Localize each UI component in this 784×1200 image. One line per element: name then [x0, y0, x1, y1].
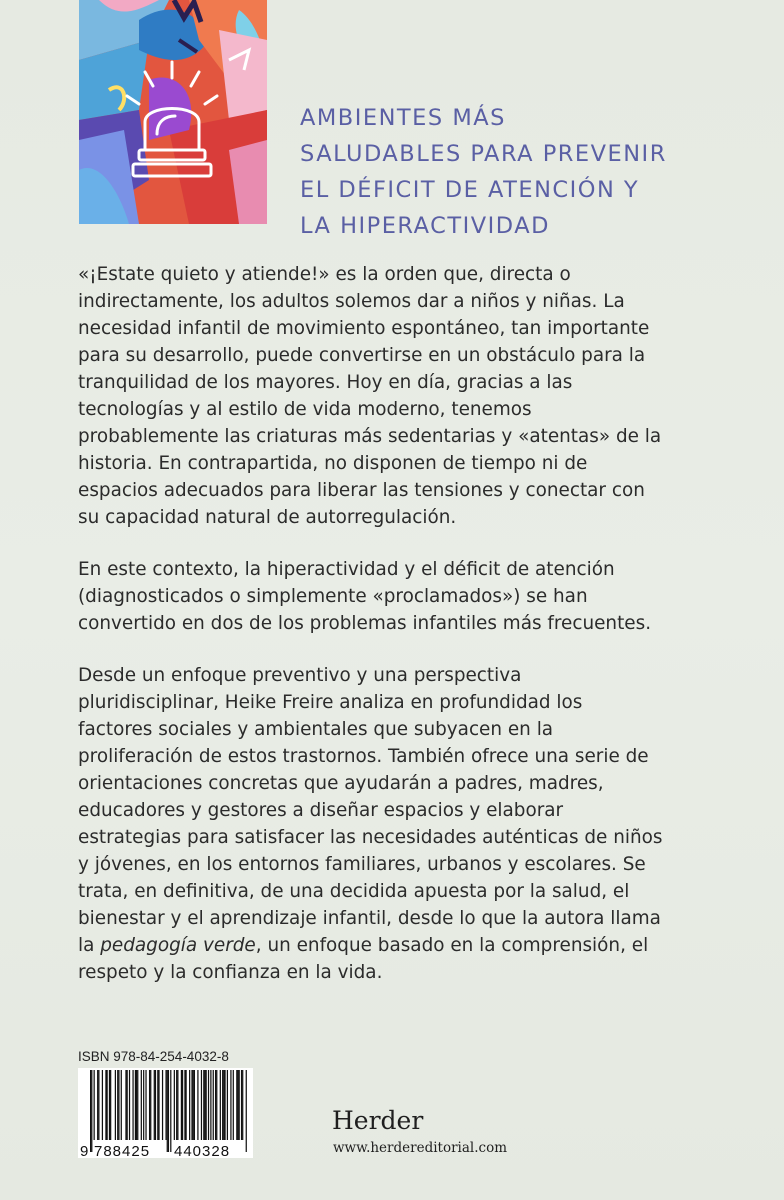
text-line: indirectamente, los adultos solemos dar a niños y niñas. La: [78, 291, 625, 312]
barcode-bar: [168, 1070, 169, 1152]
barcode-bar: [149, 1070, 150, 1140]
barcode-bar: [94, 1070, 95, 1140]
barcode-bar: [191, 1070, 192, 1140]
barcode-bar: [115, 1070, 116, 1140]
text-line: tecnologías y al estilo de vida moderno, tenemos: [78, 399, 532, 420]
barcode-bar: [208, 1070, 209, 1140]
barcode-bar: [223, 1070, 224, 1140]
text-line: trata, en definitiva, de una decidida apuesta por la salud, el: [78, 881, 630, 902]
barcode-bar: [216, 1070, 217, 1140]
barcode-bar: [135, 1070, 136, 1140]
barcode-bar: [155, 1070, 156, 1140]
barcode-bar: [204, 1070, 205, 1140]
barcode-bar: [136, 1070, 137, 1140]
blurb-paragraph-1: [78, 261, 758, 531]
barcode-bar: [215, 1070, 216, 1140]
barcode-bar: [176, 1070, 177, 1140]
barcode-bar: [170, 1070, 171, 1152]
barcode-bar: [174, 1070, 175, 1140]
barcode-bar: [154, 1070, 155, 1140]
barcode-bar: [201, 1070, 202, 1140]
cover-artwork: [79, 0, 267, 224]
barcode-bar: [184, 1070, 185, 1140]
text-line: En este contexto, la hiperactividad y el déficit de atención: [78, 559, 615, 580]
barcode-bar: [98, 1070, 99, 1140]
text-line: educadores y gestores a diseñar espacios y elaborar: [78, 800, 564, 821]
barcode-bar: [157, 1070, 158, 1140]
text-line: «¡Estate quieto y atiende!» es la orden que, directa o: [78, 264, 571, 285]
barcode-bar: [222, 1070, 223, 1140]
barcode-bar: [213, 1070, 214, 1140]
barcode-bar: [158, 1070, 159, 1140]
barcode-bar: [239, 1070, 240, 1140]
barcode-bar: [102, 1070, 103, 1140]
barcode-bar: [186, 1070, 187, 1140]
blurb: [78, 261, 758, 1011]
isbn-barcode: [78, 1068, 253, 1158]
text-line: necesidad infantil de movimiento espontáneo, tan importante: [78, 318, 650, 339]
barcode-bar: [90, 1070, 91, 1152]
barcode-bar: [182, 1070, 183, 1140]
barcode-bar: [236, 1070, 237, 1140]
barcode-bar: [121, 1070, 122, 1140]
barcode-bar: [125, 1070, 126, 1140]
isbn-label: ISBN 978-84-254-4032-8: [78, 1049, 229, 1064]
barcode-bar: [132, 1070, 133, 1140]
tagline: [300, 100, 760, 244]
text-line: proliferación de estos trastornos. También ofrece una serie de: [78, 746, 649, 767]
text-line: pluridisciplinar, Heike Freire analiza en profundidad los: [78, 692, 583, 713]
text-fragment: , un enfoque basado en la comprensión, el: [255, 935, 649, 956]
blurb-paragraph-2: [78, 556, 758, 637]
barcode-bar: [118, 1070, 119, 1140]
text-line: tranquilidad de los mayores. Hoy en día, gracias a las: [78, 372, 573, 393]
barcode-bar: [194, 1070, 195, 1140]
barcode-bar: [97, 1070, 98, 1140]
barcode-bar: [177, 1070, 178, 1140]
barcode-bar: [165, 1070, 166, 1140]
barcode-bar: [230, 1070, 231, 1140]
barcode-bar: [210, 1070, 211, 1140]
publisher-url[interactable]: www.herdereditorial.com: [333, 1140, 507, 1156]
text-line: historia. En contrapartida, no disponen de tiempo ni de: [78, 453, 588, 474]
barcode-bar: [129, 1070, 130, 1140]
barcode-bar: [145, 1070, 146, 1140]
tagline-line: LA HIPERACTIVIDAD: [300, 213, 550, 239]
barcode-bar: [246, 1070, 247, 1152]
barcode-bar: [233, 1070, 234, 1140]
barcode-bar: [109, 1070, 110, 1140]
barcode-bar: [150, 1070, 151, 1140]
barcode-bar: [193, 1070, 194, 1140]
barcode-bar: [117, 1070, 118, 1140]
barcode-bar: [220, 1070, 221, 1140]
text-line: [78, 932, 758, 959]
tagline-line: AMBIENTES MÁS: [300, 105, 506, 131]
barcode-bar: [237, 1070, 238, 1140]
text-line: bienestar y el aprendizaje infantil, desde lo que la autora llama: [78, 908, 661, 929]
text-line: estrategias para satisfacer las necesidades auténticas de niños: [78, 827, 663, 848]
blurb-paragraph-3: [78, 662, 758, 986]
barcode-bar: [141, 1070, 142, 1140]
barcode-digits-left: 788425: [94, 1143, 151, 1158]
publisher-name: Herder: [332, 1106, 424, 1135]
barcode-digit-first: 9: [80, 1143, 89, 1158]
barcode-bar: [227, 1070, 228, 1140]
barcode-bar: [189, 1070, 190, 1140]
barcode-bar: [162, 1070, 163, 1140]
barcode-bar: [110, 1070, 111, 1140]
text-line: y jóvenes, en los entornos familiares, urbanos y escolares. Se: [78, 854, 646, 875]
barcode-bar: [181, 1070, 182, 1140]
text-line: (diagnosticados o simplemente «proclamados») se han: [78, 586, 588, 607]
barcode-bar: [241, 1070, 242, 1140]
barcode-bar: [197, 1070, 198, 1140]
text-line: espacios adecuados para liberar las tensiones y conectar con: [78, 480, 645, 501]
tagline-line: SALUDABLES PARA PREVENIR: [300, 141, 667, 167]
text-line: convertido en dos de los problemas infantiles más frecuentes.: [78, 613, 652, 634]
barcode-bar: [242, 1070, 243, 1140]
text-line: para su desarrollo, puede convertirse en un obstáculo para la: [78, 345, 646, 366]
text-line: su capacidad natural de autorregulación.: [78, 507, 457, 528]
barcode-bar: [206, 1070, 207, 1140]
barcode-bar: [224, 1070, 225, 1140]
barcode-bar: [203, 1070, 204, 1140]
text-line: factores sociales y ambientales que subyacen en la: [78, 719, 554, 740]
text-line: orientaciones concretas que ayudarán a padres, madres,: [78, 773, 604, 794]
barcode-bar: [105, 1070, 106, 1140]
text-line: respeto y la confianza en la vida.: [78, 962, 383, 983]
text-line: probablemente las criaturas más sedentarias y «atentas» de la: [78, 426, 662, 447]
text-line: Desde un enfoque preventivo y una perspectiva: [78, 665, 522, 686]
barcode-bar: [143, 1070, 144, 1140]
text-fragment: la: [78, 935, 101, 956]
italic-term: pedagogía verde: [100, 935, 256, 956]
tagline-line: EL DÉFICIT DE ATENCIÓN Y: [300, 177, 640, 203]
barcode-bar: [137, 1070, 138, 1140]
barcode-bar: [127, 1070, 128, 1140]
barcode-digits-right: 440328: [174, 1143, 231, 1158]
barcode-bar: [91, 1070, 92, 1152]
barcode-bar: [167, 1070, 168, 1152]
barcode-bar: [107, 1070, 108, 1140]
